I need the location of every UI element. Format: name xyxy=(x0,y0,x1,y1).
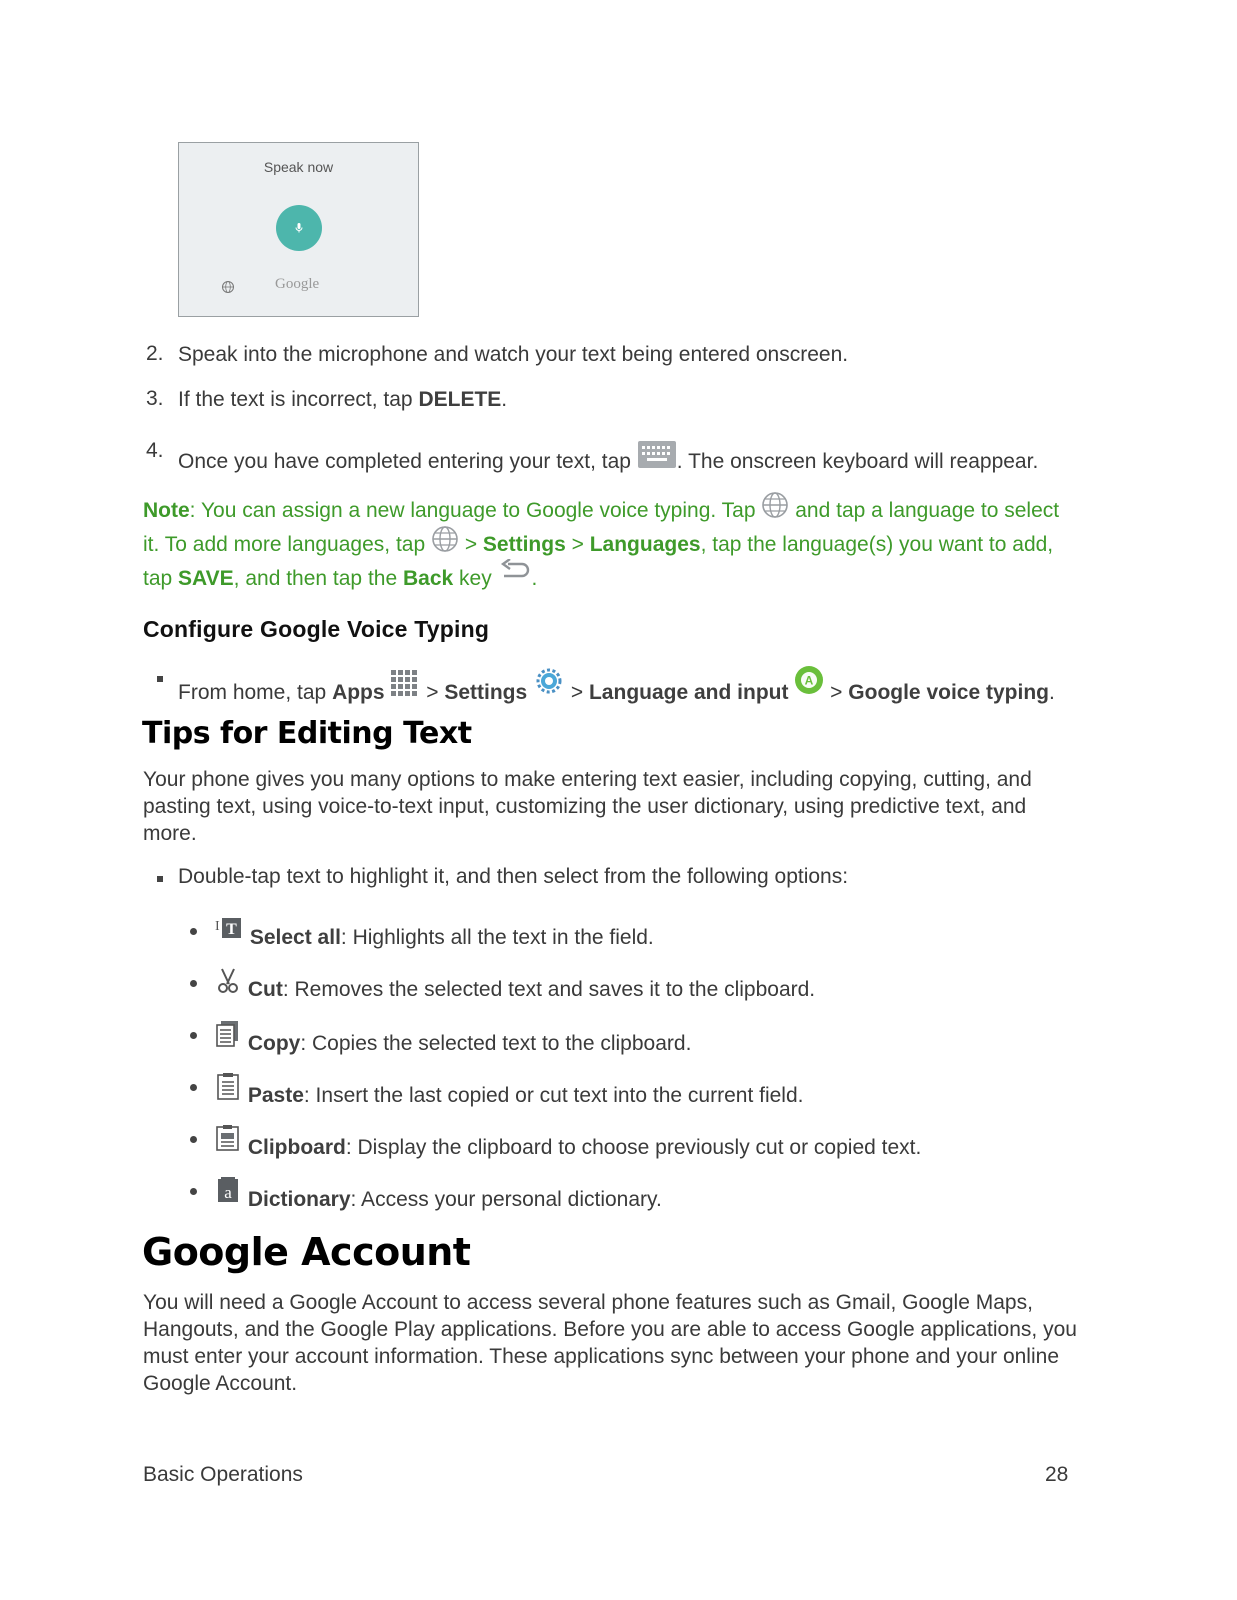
bullet-dot xyxy=(190,980,197,987)
clipboard-icon xyxy=(214,1124,242,1152)
google-brand-label: Google xyxy=(275,276,320,292)
option-cut: Cut: Removes the selected text and saves it to the clipboard. xyxy=(214,968,815,1003)
option-paste: Paste: Insert the last copied or cut text into the current field. xyxy=(214,1072,803,1109)
voice-typing-screenshot xyxy=(178,142,419,317)
globe-icon xyxy=(761,491,789,519)
footer-section: Basic Operations xyxy=(143,1463,303,1486)
note-label: Note xyxy=(143,499,190,522)
copy-icon xyxy=(214,1020,242,1048)
note-line-3: tap SAVE, and then tap the Back key . xyxy=(143,559,537,592)
bullet-dot xyxy=(190,1032,197,1039)
step-text: Speak into the microphone and watch your text being entered onscreen. xyxy=(178,343,849,366)
svg-text:a: a xyxy=(224,1183,232,1202)
select-all-icon xyxy=(214,916,244,942)
svg-text:A: A xyxy=(804,673,814,688)
note-line-2: it. To add more languages, tap > Settings > Languages, tap the language(s) you want to add, xyxy=(143,525,1053,558)
bullet-dot xyxy=(190,1188,197,1195)
footer-page-number: 28 xyxy=(1045,1463,1069,1486)
option-dictionary: a Dictionary: Access your personal dictionary. xyxy=(214,1176,662,1213)
back-key-icon xyxy=(498,559,532,585)
globe-icon xyxy=(431,525,459,553)
microphone-button[interactable] xyxy=(276,205,322,251)
microphone-icon xyxy=(276,205,322,251)
step-number: 2. xyxy=(146,342,164,365)
bullet-square xyxy=(157,676,163,682)
note-line-1: Note: You can assign a new language to Google voice typing. Tap and tap a language to select xyxy=(143,491,1059,524)
tips-bullet: Double-tap text to highlight it, and then select from the following options: xyxy=(178,865,849,888)
bullet-dot xyxy=(190,1136,197,1143)
tips-intro: Your phone gives you many options to make entering text easier, including copying, cutting, and pasting text, using voice-to-text input, customizing the user dictionary, using predictive text, and more. xyxy=(143,768,1032,845)
globe-icon[interactable] xyxy=(221,280,235,294)
svg-text:I: I xyxy=(215,919,220,934)
settings-gear-icon xyxy=(533,665,565,697)
keyboard-icon xyxy=(637,440,677,470)
bullet-dot xyxy=(190,1084,197,1091)
option-select-all: I T Select all: Highlights all the text in the field. xyxy=(214,916,654,951)
bullet-dot xyxy=(190,928,197,935)
step-text: If the text is incorrect, tap DELETE. xyxy=(178,388,508,411)
step-text: Once you have completed entering your text, tap . The onscreen keyboard will reappear. xyxy=(178,440,1038,475)
google-account-body: You will need a Google Account to access several phone features such as Gmail, Google Maps, Hangouts, and the Google Play applications. Before you are able to access Google applications, you must enter your account information. These applications sync between your phone and your online Google Account. xyxy=(143,1291,1077,1395)
option-copy: Copy: Copies the selected text to the clipboard. xyxy=(214,1020,691,1057)
configure-heading: Configure Google Voice Typing xyxy=(143,616,490,642)
delete-label: DELETE xyxy=(418,388,502,411)
language-input-icon xyxy=(794,665,824,695)
paste-icon xyxy=(214,1072,242,1100)
dictionary-icon xyxy=(214,1176,242,1204)
step-number: 3. xyxy=(146,387,164,410)
scissors-icon xyxy=(214,968,242,994)
tips-heading: Tips for Editing Text xyxy=(142,716,472,751)
configure-instructions: From home, tap Apps > Settings > Language and input A > Google voice typing. xyxy=(178,665,1055,706)
step-number: 4. xyxy=(146,439,164,462)
google-account-heading: Google Account xyxy=(142,1230,471,1274)
svg-text:T: T xyxy=(226,921,237,938)
apps-grid-icon xyxy=(390,669,420,699)
speak-now-label: Speak now xyxy=(263,159,334,175)
bullet-square xyxy=(157,876,163,882)
option-clipboard: Clipboard: Display the clipboard to choose previously cut or copied text. xyxy=(214,1124,921,1161)
